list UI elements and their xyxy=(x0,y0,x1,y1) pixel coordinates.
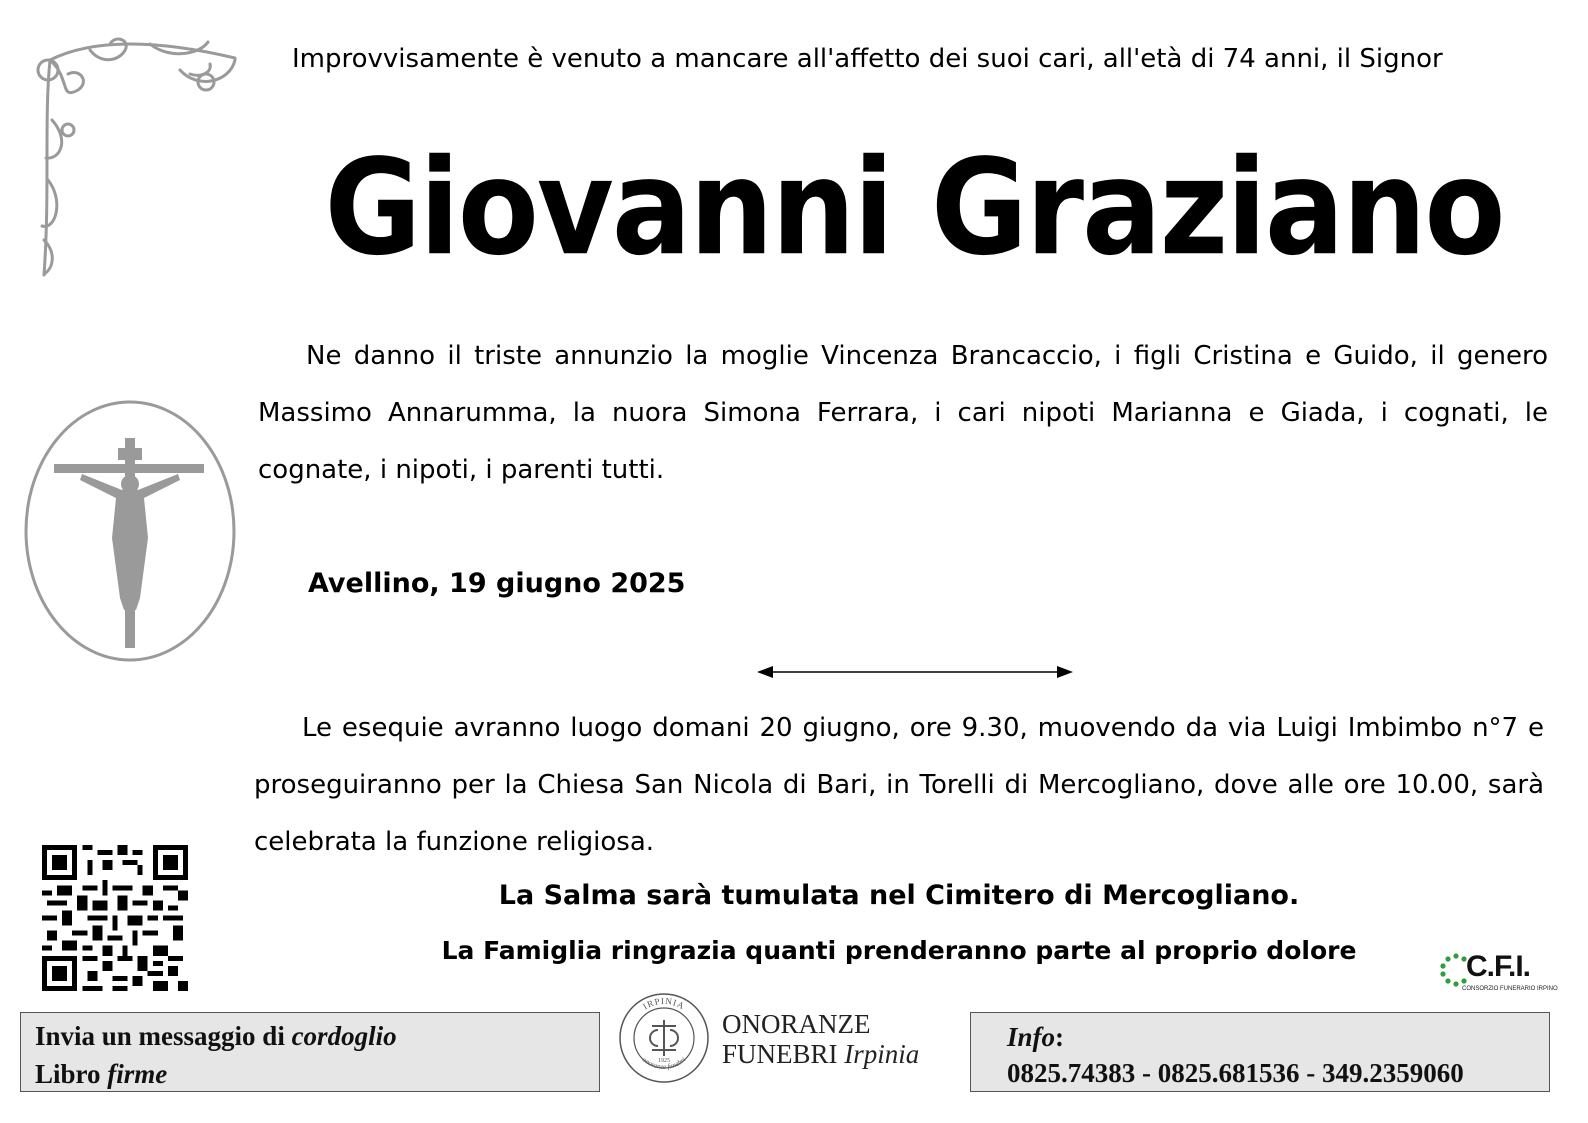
announcement-paragraph: Ne danno il triste annunzio la moglie Vincenza Brancaccio, i figli Cristina e Guido, il genero Massimo Annarumma, la nuora Simona Ferrara, i cari nipoti Marianna e Giada, i cognati, le cognate, i nipoti, i parenti tutti. xyxy=(258,341,1548,485)
seal-year-text: 1925 xyxy=(658,1058,670,1064)
svg-text:IRPINIA xyxy=(641,996,687,1012)
qr-code[interactable] xyxy=(42,845,188,991)
agency-name-funebri: FUNEBRI xyxy=(722,1039,845,1069)
guestbook-label-italic: firme xyxy=(107,1059,168,1089)
info-colon: : xyxy=(1055,1022,1065,1052)
cfi-logo xyxy=(1440,950,1558,996)
condolence-label: Invia un messaggio di xyxy=(35,1021,292,1051)
condolence-label-italic: cordoglio xyxy=(291,1021,397,1051)
thanks-text: La Famiglia ringrazia quanti prenderanno parte al proprio dolore xyxy=(441,936,1357,965)
agency-name xyxy=(722,1009,919,1069)
cfi-logo-subtitle: CONSORZIO FUNERARIO IRPINO xyxy=(1462,986,1558,992)
seal-bottom-text: onoranze funebri xyxy=(640,1055,688,1071)
agency-name-line1: ONORANZE xyxy=(722,1009,871,1039)
cfi-logo-text: C.F.I. xyxy=(1466,950,1531,983)
info-box xyxy=(970,1012,1550,1092)
info-phones[interactable]: 0825.74383 - 0825.681536 - 349.2359060 xyxy=(1007,1058,1464,1088)
guestbook-label: Libro xyxy=(35,1059,108,1089)
guestbook-link[interactable] xyxy=(35,1055,599,1093)
intro-text: Improvvisamente è venuto a mancare all'affetto dei suoi cari, all'età di 74 anni, il Signor xyxy=(292,44,1443,74)
condolence-box[interactable] xyxy=(20,1012,600,1092)
deceased-name: Giovanni Graziano xyxy=(324,130,1504,285)
condolence-message-link[interactable] xyxy=(35,1017,599,1055)
funeral-paragraph: Le esequie avranno luogo domani 20 giugno, ore 9.30, muovendo da via Luigi Imbimbo n°7 e proseguiranno per la Chiesa San Nicola di Bari, in Torelli di Mercogliano, dove alle ore 10.00, sarà celebrata la funzione religiosa. xyxy=(254,713,1544,857)
burial-text: La Salma sarà tumulata nel Cimitero di Mercogliano. xyxy=(498,880,1300,911)
crucifix-icon xyxy=(22,398,240,666)
double-arrow-divider-icon xyxy=(755,662,1075,682)
agency-name-irpinia: Irpinia xyxy=(844,1039,920,1069)
agency-seal-icon xyxy=(616,990,712,1086)
place-date: Avellino, 19 giugno 2025 xyxy=(308,568,686,599)
seal-top-text: IRPINIA xyxy=(641,995,687,1012)
agency-name-line2 xyxy=(722,1039,919,1069)
info-label: Info xyxy=(1007,1022,1056,1052)
